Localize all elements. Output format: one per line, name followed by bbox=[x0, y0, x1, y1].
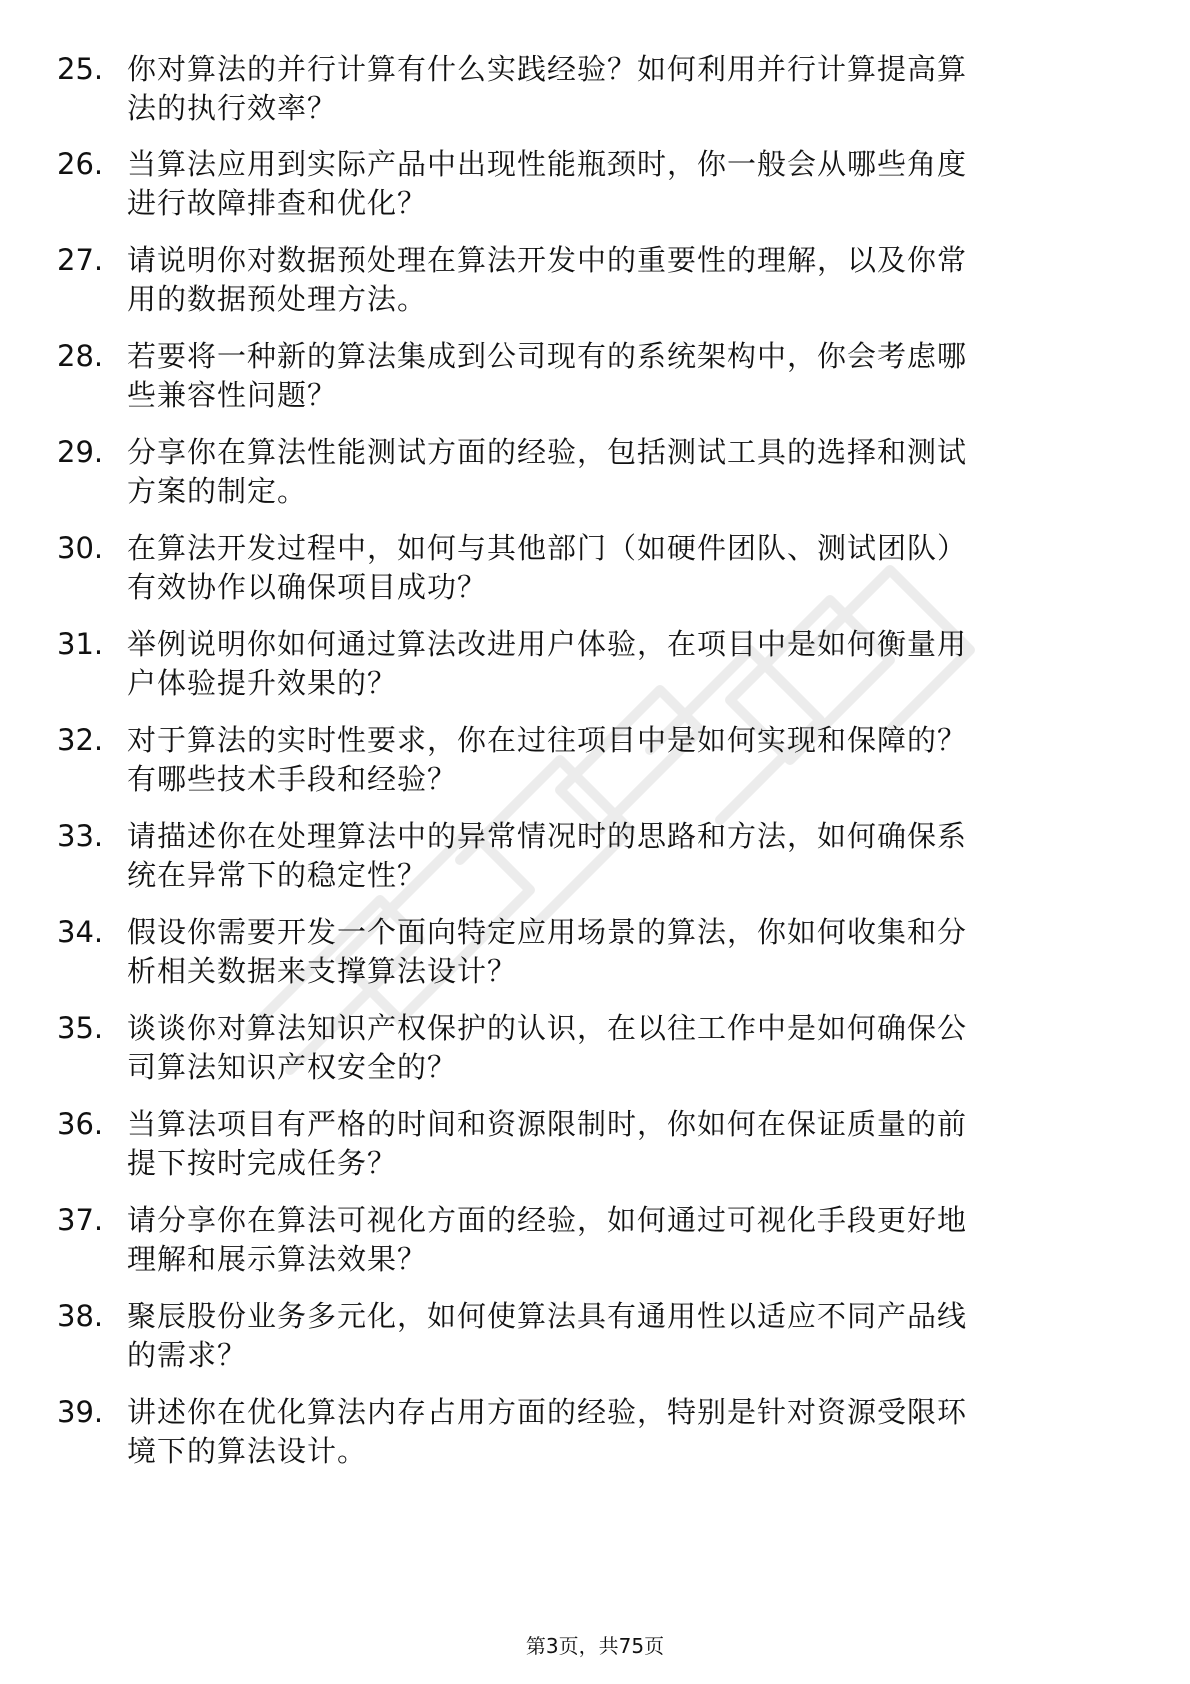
question-number: 26. bbox=[57, 147, 104, 181]
question-line: 聚辰股份业务多元化，如何使算法具有通用性以适应不同产品线 bbox=[127, 1299, 968, 1333]
question-number: 31. bbox=[57, 627, 104, 661]
question-line: 若要将一种新的算法集成到公司现有的系统架构中，你会考虑哪 bbox=[127, 339, 968, 373]
question-line: 讲述你在优化算法内存占用方面的经验，特别是针对资源受限环 bbox=[127, 1395, 968, 1429]
question-line: 方案的制定。 bbox=[127, 474, 308, 508]
question-text bbox=[127, 145, 1117, 223]
question-number: 28. bbox=[57, 339, 104, 373]
question-number: 27. bbox=[57, 243, 104, 277]
question-line: 些兼容性问题？ bbox=[127, 378, 338, 412]
question-number: 29. bbox=[57, 435, 104, 469]
question-text bbox=[127, 1201, 1117, 1279]
question-line: 在算法开发过程中，如何与其他部门（如硬件团队、测试团队） bbox=[127, 531, 968, 565]
question-line: 提下按时完成任务？ bbox=[127, 1146, 398, 1180]
question-number: 38. bbox=[57, 1299, 104, 1333]
question-number: 36. bbox=[57, 1107, 104, 1141]
question-line: 境下的算法设计。 bbox=[127, 1434, 368, 1468]
question-number: 32. bbox=[57, 723, 104, 757]
question-number: 35. bbox=[57, 1011, 104, 1045]
question-text bbox=[127, 50, 1117, 128]
question-line: 你对算法的并行计算有什么实践经验？如何利用并行计算提高算 bbox=[127, 52, 968, 86]
question-text bbox=[127, 241, 1117, 319]
question-number: 25. bbox=[57, 52, 104, 86]
question-text bbox=[127, 337, 1117, 415]
question-text bbox=[127, 817, 1117, 895]
question-line: 理解和展示算法效果？ bbox=[127, 1242, 428, 1276]
question-line: 举例说明你如何通过算法改进用户体验，在项目中是如何衡量用 bbox=[127, 627, 968, 661]
question-text bbox=[127, 433, 1117, 511]
question-text bbox=[127, 1393, 1117, 1471]
question-line: 统在异常下的稳定性？ bbox=[127, 858, 428, 892]
question-text bbox=[127, 913, 1117, 991]
question-line: 析相关数据来支撑算法设计？ bbox=[127, 954, 518, 988]
page-footer bbox=[0, 1632, 1190, 1660]
question-line: 进行故障排查和优化？ bbox=[127, 186, 428, 220]
question-text bbox=[127, 1297, 1117, 1375]
question-line: 户体验提升效果的？ bbox=[127, 666, 398, 700]
question-line: 谈谈你对算法知识产权保护的认识，在以往工作中是如何确保公 bbox=[127, 1011, 968, 1045]
question-line: 对于算法的实时性要求，你在过往项目中是如何实现和保障的？ bbox=[127, 723, 968, 757]
question-text bbox=[127, 721, 1117, 799]
question-line: 当算法应用到实际产品中出现性能瓶颈时，你一般会从哪些角度 bbox=[127, 147, 968, 181]
question-line: 当算法项目有严格的时间和资源限制时，你如何在保证质量的前 bbox=[127, 1107, 968, 1141]
question-line: 请说明你对数据预处理在算法开发中的重要性的理解，以及你常 bbox=[127, 243, 968, 277]
question-line: 分享你在算法性能测试方面的经验，包括测试工具的选择和测试 bbox=[127, 435, 968, 469]
question-line: 请描述你在处理算法中的异常情况时的思路和方法，如何确保系 bbox=[127, 819, 968, 853]
question-line: 用的数据预处理方法。 bbox=[127, 282, 428, 316]
question-line: 假设你需要开发一个面向特定应用场景的算法，你如何收集和分 bbox=[127, 915, 968, 949]
question-number: 34. bbox=[57, 915, 104, 949]
question-line: 请分享你在算法可视化方面的经验，如何通过可视化手段更好地 bbox=[127, 1203, 968, 1237]
question-text bbox=[127, 529, 1117, 607]
question-line: 法的执行效率？ bbox=[127, 91, 338, 125]
question-text bbox=[127, 625, 1117, 703]
question-line: 有效协作以确保项目成功？ bbox=[127, 570, 488, 604]
question-line: 的需求？ bbox=[127, 1338, 248, 1372]
page-number-label: 第3页，共75页 bbox=[525, 1634, 665, 1658]
question-number: 37. bbox=[57, 1203, 104, 1237]
question-number: 30. bbox=[57, 531, 104, 565]
question-number: 33. bbox=[57, 819, 104, 853]
question-line: 有哪些技术手段和经验？ bbox=[127, 762, 458, 796]
question-text bbox=[127, 1009, 1117, 1087]
question-text bbox=[127, 1105, 1117, 1183]
question-number: 39. bbox=[57, 1395, 104, 1429]
question-line: 司算法知识产权安全的？ bbox=[127, 1050, 458, 1084]
